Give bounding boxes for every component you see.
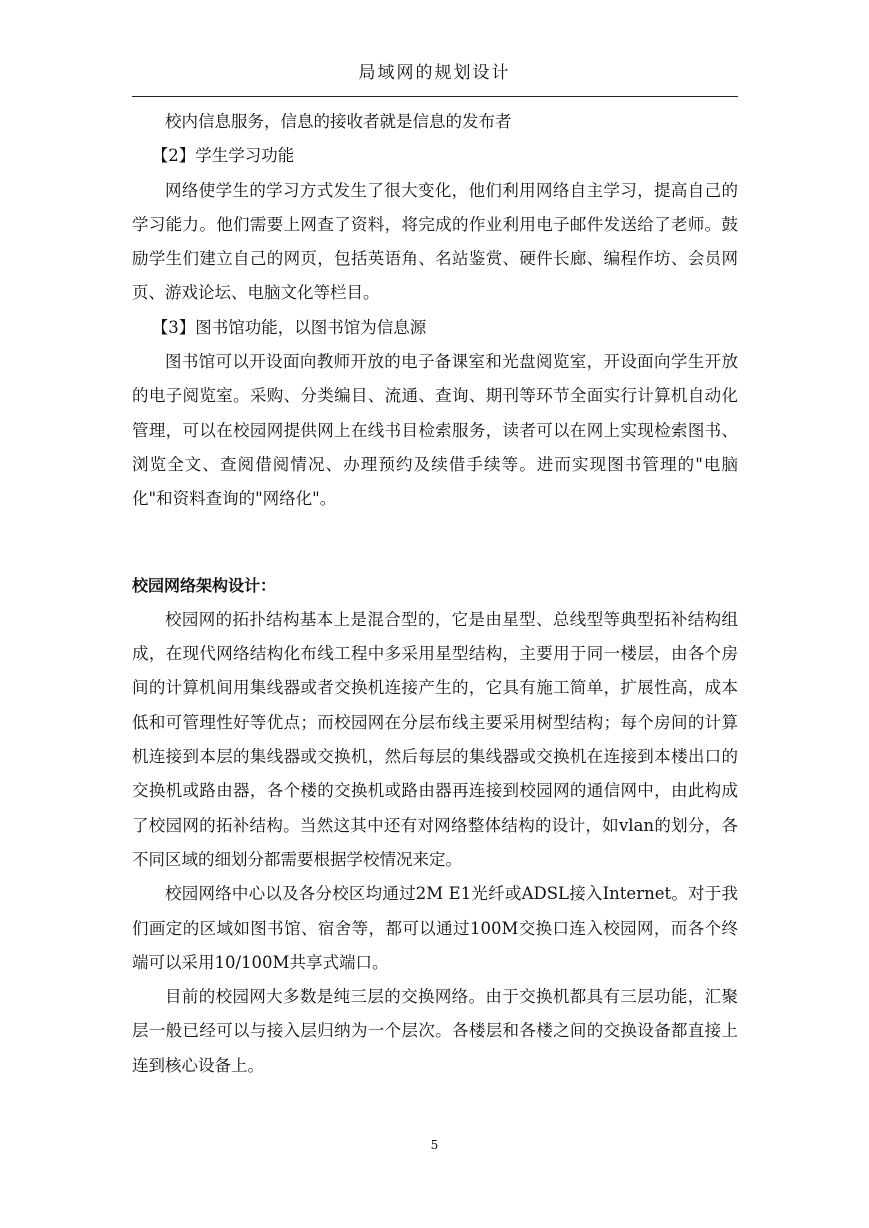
paragraph-library: 图书馆可以开设面向教师开放的电子备课室和光盘阅览室，开设面向学生开放的电子阅览室。采购、分类编目、流通、查询、期刊等环节全面实行计算机自动化管理，可以在校园网提供网上在线书目检索服务，读者可以在网上实现检索图书、浏览全文、查阅借阅情况、办理预约及续借手续等。进而实现图书管理的"电脑化"和资料查询的"网络化"。 (132, 352, 738, 509)
paragraph-internet-access: 校园网络中心以及各分校区均通过2M E1光纤或ADSL接入Internet。对于我们画定的区域如图书馆、宿舍等，都可以通过100M交换口连入校园网，而各个终端可以采用10/100M共享式端口。 (132, 884, 738, 972)
section-spacer (132, 517, 738, 569)
subheading-library: 【3】图书馆功能，以图书馆为信息源 (151, 317, 427, 337)
document-body (132, 105, 738, 1083)
paragraph-student-learning: 网络使学生的学习方式发生了很大变化，他们利用网络自主学习，提高自己的学习能力。他们需要上网查了资料，将完成的作业利用电子邮件发送给了老师。鼓励学生们建立自己的网页，包括英语角、名站鉴赏、硬件长廊、编程作坊、会员网页、游戏论坛、电脑文化等栏目。 (132, 180, 738, 303)
header-rule (132, 96, 738, 97)
page-header-title: 局域网的规划设计 (358, 63, 511, 83)
page-number: 5 (430, 1138, 439, 1152)
paragraph-topology: 校园网的拓扑结构基本上是混合型的，它是由星型、总线型等典型拓补结构组成，在现代网络结构化布线工程中多采用星型结构，主要用于同一楼层，由各个房间的计算机间用集线器或者交换机连接产生的，它具有施工简单，扩展性高，成本低和可管理性好等优点；而校园网在分层布线主要采用树型结构；每个房间的计算机连接到本层的集线器或交换机，然后每层的集线器或交换机在连接到本楼出口的交换机或路由器，各个楼的交换机或路由器再连接到校园网的通信网中，由此构成了校园网的拓补结构。当然这其中还有对网络整体结构的设计，如vlan的划分，各不同区域的细划分都需要根据学校情况来定。 (132, 609, 738, 869)
section-title-campus-network: 校园网络架构设计： (132, 575, 277, 595)
paragraph-layer3-switching: 目前的校园网大多数是纯三层的交换网络。由于交换机都具有三层功能，汇聚层一般已经可以与接入层归纳为一个层次。各楼层和各楼之间的交换设备都直接上连到核心设备上。 (132, 987, 738, 1075)
subheading-student-learning: 【2】学生学习功能 (151, 146, 295, 166)
paragraph-info-service: 校内信息服务，信息的接收者就是信息的发布者 (165, 112, 512, 131)
